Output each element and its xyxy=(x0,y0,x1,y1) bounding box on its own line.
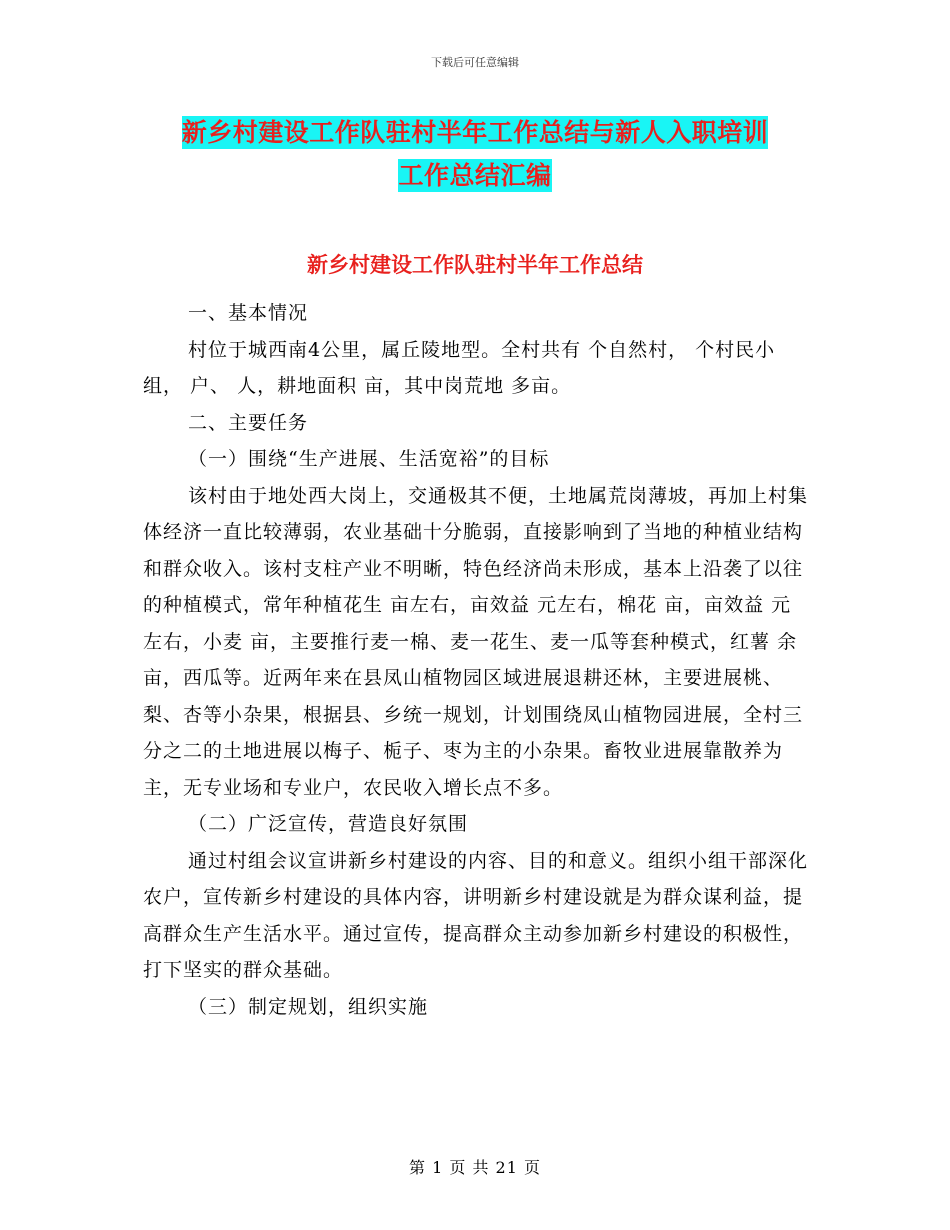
document-title-line1 xyxy=(0,113,950,149)
subheading-publicity: （二）广泛宣传，营造良好氛围 xyxy=(188,813,469,835)
heading-basic-situation: 一、基本情况 xyxy=(188,302,309,324)
paragraph-basic-situation: 村位于城西南4公里，属丘陵地型。全村共有 个自然村， 个村民小组， 户、 人，耕地面积 亩，其中岗荒地 多亩。 xyxy=(143,338,776,397)
heading-main-tasks: 二、主要任务 xyxy=(188,411,309,434)
page-footer: 第 1 页 共 21 页 xyxy=(409,1158,541,1177)
section-title: 新乡村建设工作队驻村半年工作总结 xyxy=(307,253,643,277)
header-note: 下载后可任意编辑 xyxy=(431,56,519,69)
document-title-line2 xyxy=(0,156,950,192)
document-body xyxy=(143,295,808,1025)
paragraph-village-situation: 该村由于地处西大岗上，交通极其不便，土地属荒岗薄坡，再加上村集体经济一直比较薄弱，农业基础十分脆弱，直接影响到了当地的种植业结构和群众收入。该村支柱产业不明晰，特色经济尚未形成，基本上沿袭了以往的种植模式，常年种植花生 亩左右，亩效益 元左右，棉花 亩，亩效益 元左右，小麦 亩，主要推行麦一棉、麦一花生、麦一瓜等套种模式，红薯 余亩，西瓜等。近两年来在县凤山植物园区域进展退耕还林，主要进展桃、梨、杏等小杂果，根据县、乡统一规划，计划围绕凤山植物园进展，全村三分之二的土地进展以梅子、栀子、枣为主的小杂果。畜牧业进展靠散养为主，无专业场和专业户，农民收入增长点不多。 xyxy=(143,484,809,799)
subheading-planning: （三）制定规划，组织实施 xyxy=(188,995,429,1018)
subheading-goal: （一）围绕“生产进展、生活宽裕”的目标 xyxy=(188,448,550,470)
document-title-line1-text: 新乡村建设工作队驻村半年工作总结与新人入职培训 xyxy=(181,118,769,147)
document-title-line2-text: 工作总结汇编 xyxy=(398,161,552,190)
paragraph-publicity: 通过村组会议宣讲新乡村建设的内容、目的和意义。组织小组干部深化农户，宣传新乡村建设的具体内容，讲明新乡村建设就是为群众谋利益，提高群众生产生活水平。通过宣传，提高群众主动参加新乡村建设的积极性，打下坚实的群众基础。 xyxy=(143,849,809,981)
